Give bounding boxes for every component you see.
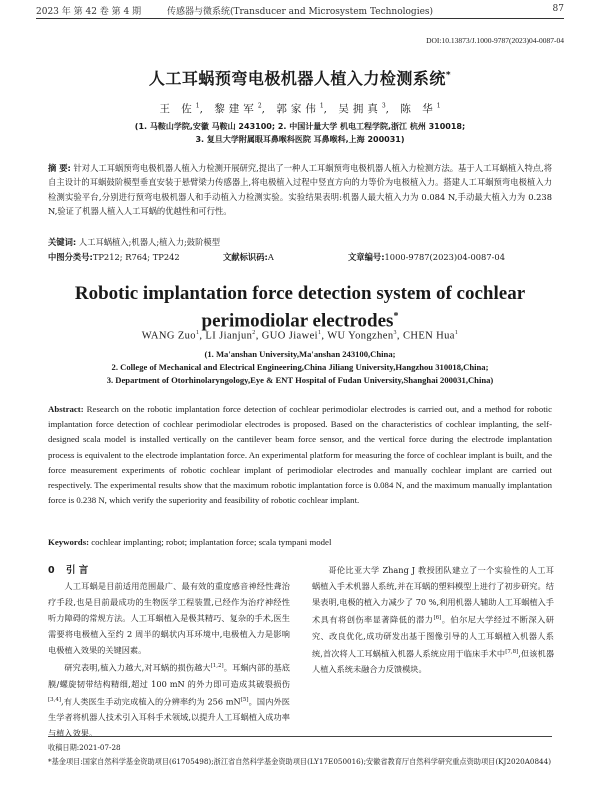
citation: [6]: [433, 615, 442, 621]
funding-note: *基金项目:国家自然科学基金资助项目(61705498);浙江省自然科学基金资助项目(LY17E050016);安徽省教育厅自然科学研究重点资助项目(KJ2020A0844): [48, 757, 551, 766]
chinese-affiliations-line1: (1. 马鞍山学院,安徽 马鞍山 243100; 2. 中国计量大学 机电工程学院,浙江 杭州 310018;: [134, 122, 466, 131]
author-affiliation-mark: 2: [257, 102, 262, 110]
keywords-text: cochlear implanting; robot; implantation force; scala tympani model: [91, 537, 332, 547]
section-title: 引 言: [66, 565, 89, 576]
chinese-affiliations-line2: 3. 复旦大学附属眼耳鼻喉科医院 耳鼻喉科,上海 200031): [195, 135, 405, 144]
chinese-authors: 王 佐$^1$, 黎建军$^2$, 郭家伟$^1$, 吴拥真$^3$, 陈 华$^1$: [159, 102, 441, 115]
author-affiliation-mark: 2: [252, 330, 256, 336]
text-run: 。国内外医生学者将机器人技术引入耳科手术领域,以提升人工耳蜗植入成功率与植入效果。: [48, 696, 290, 739]
clc-label: 中图分类号:: [48, 252, 93, 262]
keywords-label: Keywords:: [48, 537, 90, 547]
journal-name: 传感器与微系统(Transducer and Microsystem Technologies): [166, 7, 434, 17]
left-column: [48, 578, 290, 741]
author-affiliation-mark: 3: [393, 330, 397, 336]
document-code: [223, 251, 274, 263]
english-abstract: [48, 402, 552, 508]
body-paragraph: [312, 562, 554, 677]
author-affiliation-mark: 3: [381, 102, 386, 110]
abstract-text: 针对人工耳蜗预弯电极机器人植入力检测开展研究,提出了一种人工耳蜗预弯电极机器人植入力检测方法。基于人工耳蜗植入特点,将自主设计的耳蜗鼓阶模型垂直安装于悬臂梁力传感器上,将电极植入过程中竖直方向的力等价为电极植入力。搭建人工耳蜗预弯电极植入力检测实验平台,分别进行预弯电极机器人和手动植入力检测实验。实验结果表明:机器人最大植入力为 0.084 N,手动最大植入力为 0.238 N,验证了机器人植入人工耳蜗的优越性和可行性。: [48, 163, 553, 217]
right-column: [312, 562, 554, 677]
abstract-text: Research on the robotic implantation force detection of cochlear perimodiolar electrodes is carried out, and a method for robotic implantation force detection of cochlear perimodiolar electrodes is proposed. Based on the characteristics of cochlear implanting, the self-designed scala model is installed vertically on the cantilever beam force sensor, and the vertical force during the electrode implantation process is equivalent to the electrode implantation force. An experimental platform for measuring the force of cochlear implant is built, and the force measurement experiments of robotic cochlear implant of perimodiolar electrodes and manually cochlear implant are carried out respectively. The experimental results show that the maximum robotic implantation force is 0.084 N, and the maximum manually implantation force is 0.238 N, which verify the superiority and feasibility of robotic cochlear implant.: [48, 404, 553, 506]
english-affiliation-3: 3. Department of Otorhinolaryngology,Eye & ENT Hospital of Fudan University,Shanghai 200031,China): [106, 375, 494, 385]
english-affiliation-2: 2. College of Mechanical and Electrical Engineering,China Jiliang University,Hangzhou 310018,China;: [111, 362, 489, 372]
section-number: 0: [48, 565, 55, 576]
footnote-rule: [48, 736, 552, 737]
abstract-label: 摘 要:: [48, 163, 71, 173]
text-run: 。伯尔尼大学经过不断深入研究、改良优化,成功研发出基于图像引导的人工耳蜗植入机器人系统,首次将人工耳蜗植入机器人系统应用于临床手术中: [312, 614, 554, 659]
clc-number: [48, 251, 180, 263]
chinese-title: [0, 66, 600, 89]
author-name: 黎建军: [214, 103, 258, 115]
article-no-value: 1000-9787(2023)04-0087-04: [384, 252, 505, 262]
author-affiliation-mark: 1: [195, 330, 200, 336]
author-affiliation-mark: 1: [319, 102, 324, 110]
header-rule: [36, 18, 564, 19]
running-header: [36, 4, 564, 18]
author-name: CHEN Hua: [402, 330, 455, 342]
text-run: 研究表明,植入力越大,对耳蜗的损伤越大: [64, 662, 211, 673]
english-title-line1: Robotic implantation force detection system of cochlear: [74, 283, 526, 304]
english-authors: WANG Zuo$^1$, LI Jianjun$^2$, GUO Jiawei$^1$, WU Yongzhen$^3$, CHEN Hua$^1$: [141, 330, 459, 342]
section-heading: [48, 562, 88, 576]
citation: [7,8]: [505, 648, 519, 655]
keywords-label: 关键词:: [48, 237, 77, 247]
author-name: 陈 华: [400, 103, 437, 115]
author-name: 郭家伟: [276, 103, 320, 115]
doc-code-value: A: [267, 252, 274, 262]
author-name: 王 佐: [159, 103, 196, 115]
english-keywords: [48, 537, 552, 547]
title-footnote-mark: *: [393, 311, 399, 322]
body-paragraph: 人工耳蜗是目前适用范围最广、最有效的重度感音神经性聋治疗手段,也是目前最成功的生物医学工程装置,已经作为治疗神经性听力障碍的常规方法。人工耳蜗植入是极其精巧、复杂的手术,医生需要将电极植入至约 2 周半的蜗状内耳环境中,电极植入力是影响电极植入效果的关键因素。: [48, 581, 290, 655]
article-no-label: 文章编号:: [348, 252, 385, 262]
text-run: ,有人类医生手动完成植入的分辨率约为 256 mN: [61, 696, 241, 707]
chinese-title-text: 人工耳蜗预弯电极机器人植入力检测系统: [148, 69, 446, 88]
clc-value: TP212; R764; TP242: [92, 252, 180, 262]
english-title: [0, 282, 600, 332]
citation: [5]: [240, 696, 249, 703]
page-number: 87: [552, 4, 564, 14]
english-title-line2-wrap: [0, 305, 600, 332]
body-paragraph: [48, 658, 290, 741]
doi: DOI:10.13873/J.1000-9787(2023)04-0087-04: [426, 36, 564, 45]
citation: [3,4]: [48, 696, 62, 703]
author-name: GUO Jiawei: [261, 330, 318, 342]
citation: [1,2]: [210, 663, 224, 669]
author-name: 吴拥真: [338, 103, 382, 115]
text-run: ,但该机器人植入系统未融合力反馈模块。: [312, 648, 555, 675]
received-date: 收稿日期:2021-07-28: [48, 743, 121, 752]
doc-code-label: 文献标识码:: [223, 252, 268, 262]
author-affiliation-mark: 1: [317, 330, 322, 336]
journal-issue: 2023 年 第 42 卷 第 4 期: [36, 7, 142, 17]
english-title-line2: perimodiolar electrodes: [201, 310, 394, 332]
article-number: [348, 251, 505, 263]
text-run: 哥伦比亚大学 Zhang J 教授团队建立了一个实验性的人工耳蜗植入手术机器人系统,并在耳蜗的塑料模型上进行了初步研究。结果表明,电极的植入力减少了 70 %,利用机器人辅助人工耳蜗植入手术具有将创伤率显著降低的潜力: [312, 565, 554, 625]
author-name: WANG Zuo: [141, 330, 196, 342]
chinese-abstract: [48, 161, 552, 219]
author-name: WU Yongzhen: [327, 330, 394, 342]
text-run: 。耳蜗内部的基底膜/螺旋韧带结构精细,超过 100 mN 的外力即可造成其破裂损伤: [48, 662, 290, 689]
author-affiliation-mark: 1: [436, 102, 441, 110]
keywords-text: 人工耳蜗植入;机器人;植入力;鼓阶模型: [78, 237, 220, 247]
author-affiliation-mark: 1: [454, 330, 459, 336]
title-footnote-mark: *: [445, 70, 452, 81]
author-name: LI Jianjun: [205, 330, 253, 342]
author-affiliation-mark: 1: [195, 102, 200, 110]
abstract-label: Abstract:: [48, 404, 84, 414]
chinese-keywords: [48, 236, 552, 248]
english-affiliation-1: (1. Ma'anshan University,Ma'anshan 243100,China;: [204, 349, 396, 359]
